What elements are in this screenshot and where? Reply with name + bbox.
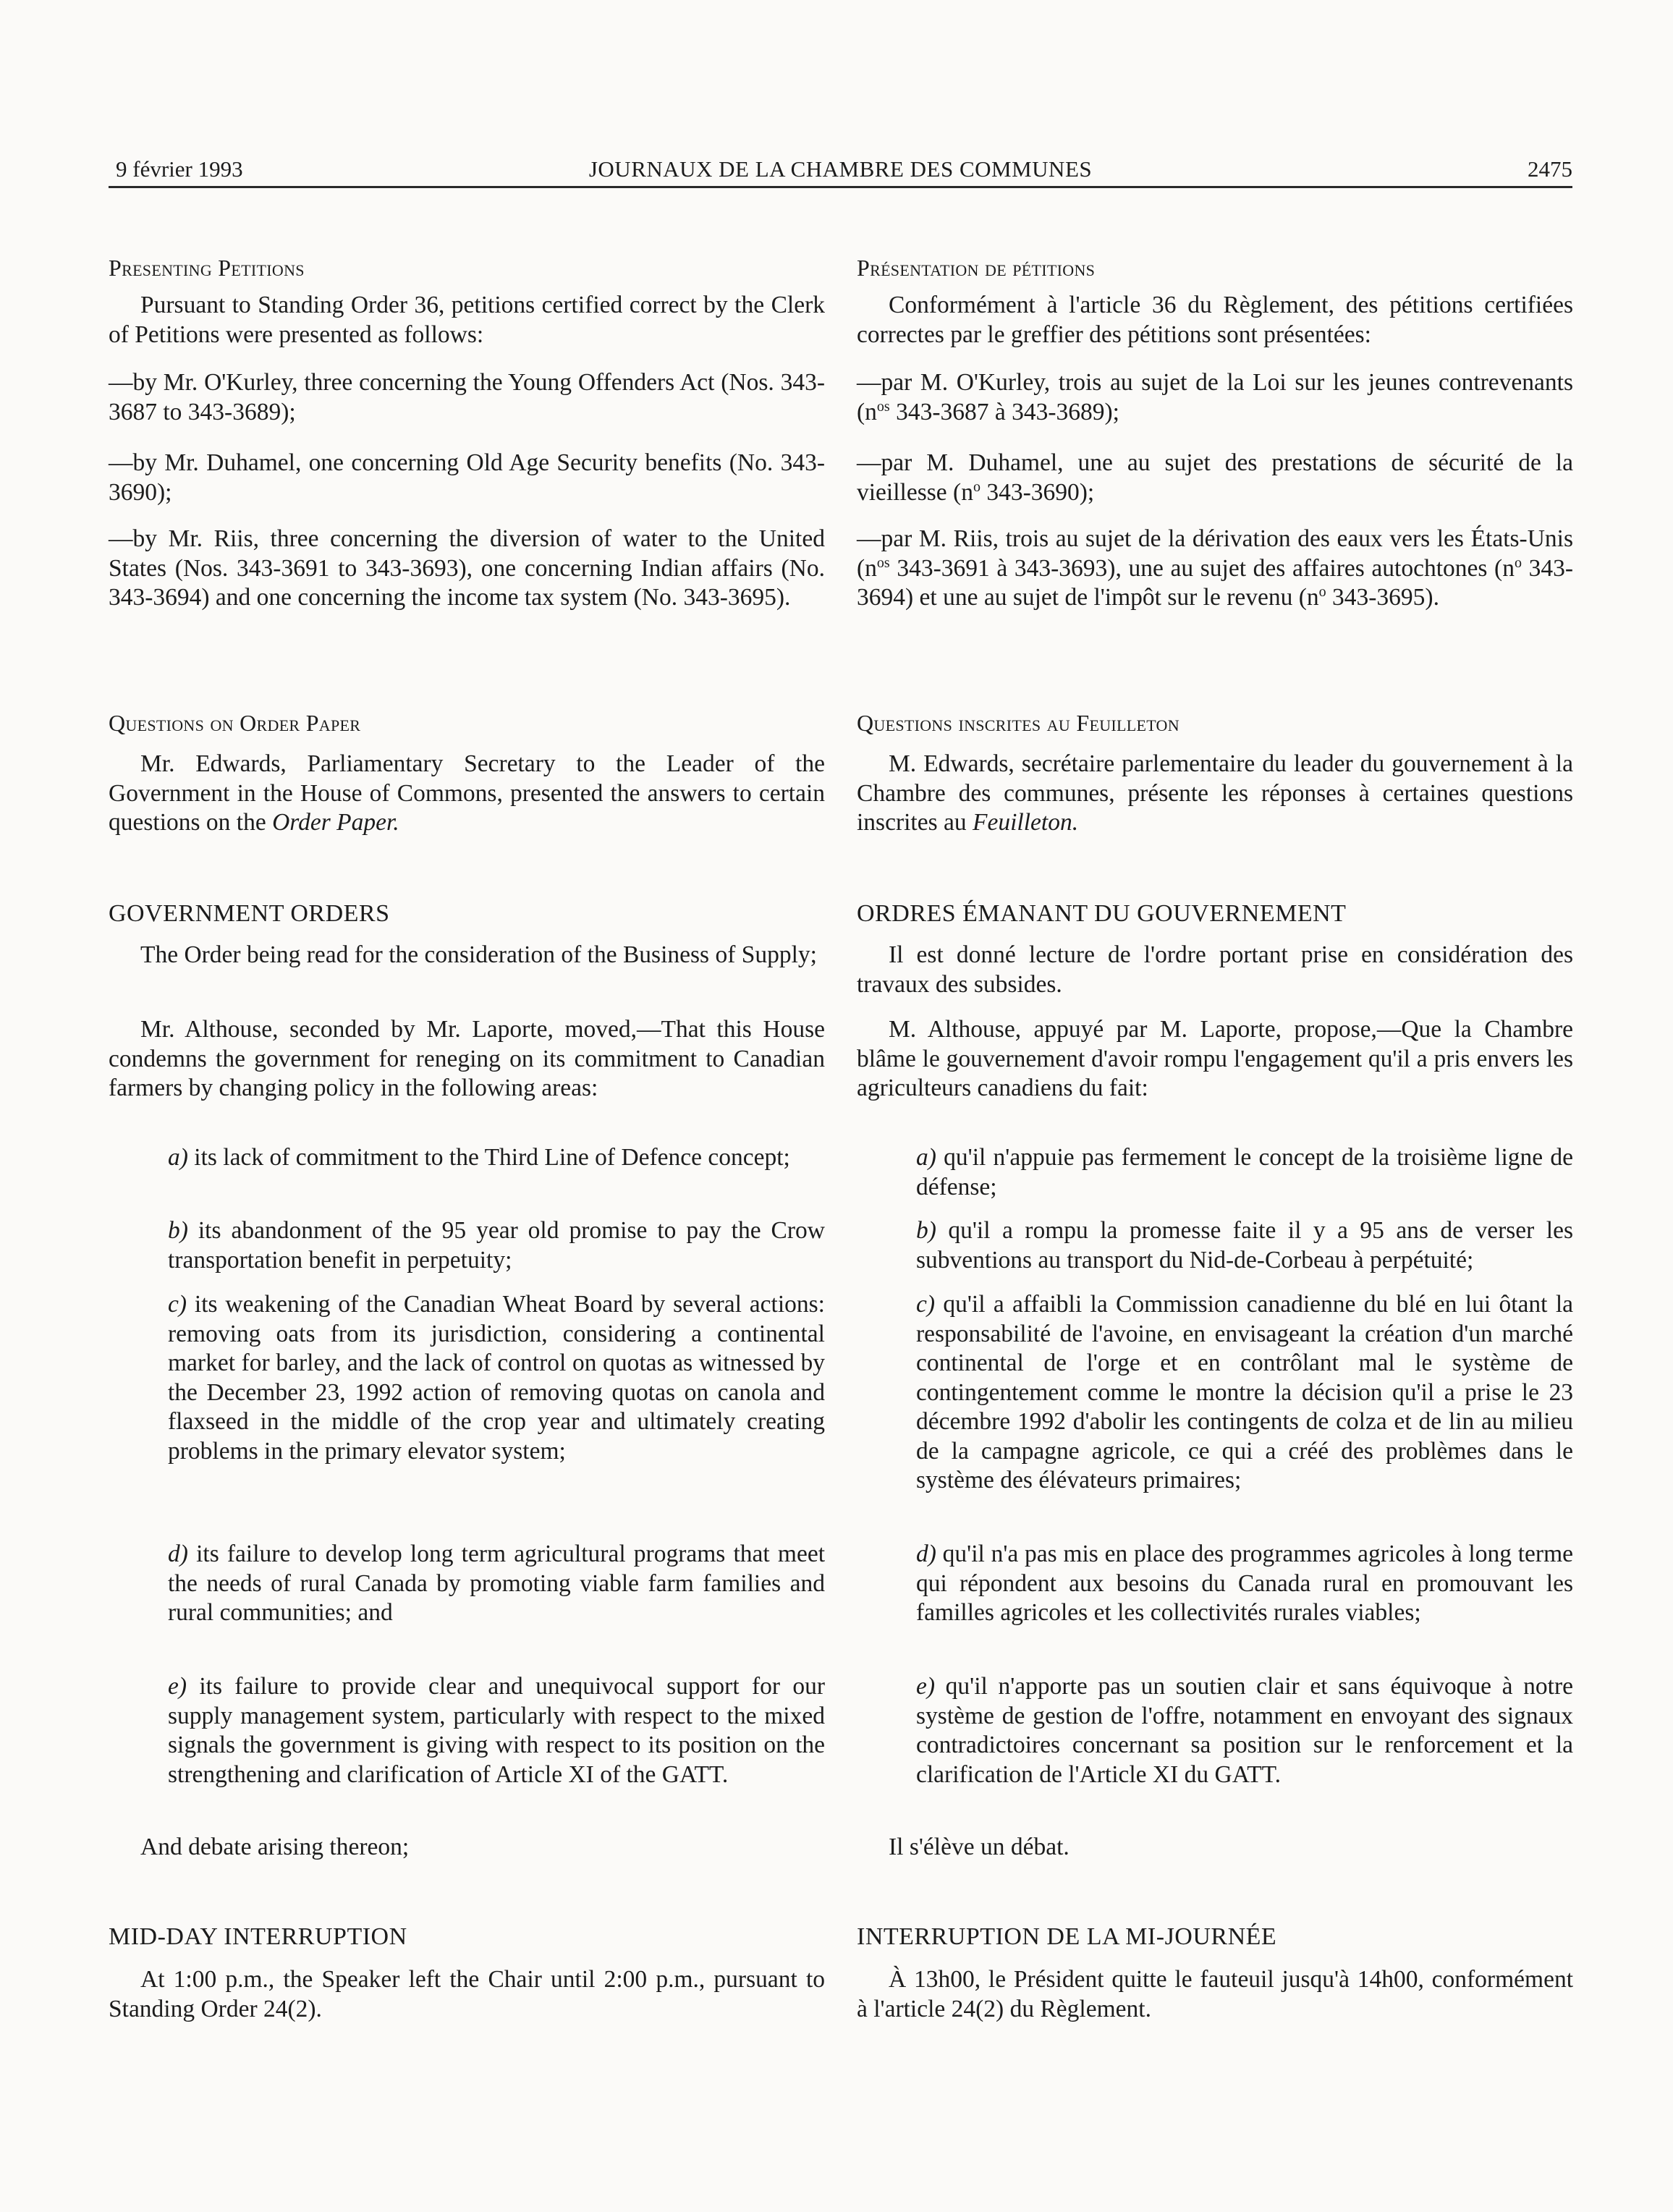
item-letter: e) [916, 1673, 936, 1700]
questions-heading-block [109, 708, 825, 738]
petitions-section [109, 253, 825, 283]
page-number: 2475 [1528, 156, 1572, 182]
fr-motion-item-b [857, 1216, 1573, 1275]
questions-text-block [109, 750, 825, 838]
motion-item-e [109, 1672, 825, 1789]
midday-text-block [109, 1965, 825, 2024]
motion-item [109, 1540, 825, 1628]
fr-petition-block-3 [857, 525, 1573, 613]
motion-item [857, 1216, 1573, 1275]
orders-p2-block [109, 1015, 825, 1103]
fr-orders-heading-block [857, 899, 1573, 929]
section-heading: Présentation de pétitions [857, 255, 1096, 281]
petition-text: 343-3691 à 343-3693), une au sujet des affaires autochtones (n [889, 554, 1515, 582]
questions-text-main: M. Edwards, secrétaire parlementaire du leader du gouvernement à la Chambre des communes, présente les réponses à certaines questions inscrites au [857, 750, 1573, 836]
fr-petition-block-1 [857, 368, 1573, 427]
item-letter: a) [916, 1144, 936, 1171]
petitions-intro: Pursuant to Standing Order 36, petitions certified correct by the Clerk of Petitions were presented as follows: [109, 292, 825, 348]
fr-questions-heading-block [857, 708, 1573, 738]
fr-petitions-intro-block [857, 291, 1573, 349]
petition-text: 343-3694) et une au sujet de l'impôt sur le revenu (n [857, 554, 1573, 611]
item-text: its weakening of the Canadian Wheat Board by several actions: removing oats from its jurisdiction, considering a continental market for barley, and the lack of control on quotas as witnessed by the December 23, 1992 action of removing quotas on canola and flaxseed in the middle of the crop year and ultimately creating problems in the primary elevator system; [168, 1291, 825, 1465]
questions-text-italic: Order Paper. [272, 809, 399, 836]
item-letter: a) [168, 1144, 188, 1171]
orders-paragraph: Il est donné lecture de l'ordre portant prise en considération des travaux des subsides. [857, 941, 1573, 998]
orders-p1-block [109, 941, 825, 970]
motion-item [109, 1290, 825, 1466]
motion-item-d [109, 1540, 825, 1628]
midday-text: À 13h00, le Président quitte le fauteuil jusqu'à 14h00, conformément à l'article 24(2) du Règlement. [857, 1966, 1573, 2022]
petition-item [857, 449, 1573, 507]
fr-motion-item-c [857, 1290, 1573, 1496]
item-letter: d) [168, 1541, 188, 1567]
superscript: os [876, 554, 890, 571]
header-title: JOURNAUX DE LA CHAMBRE DES COMMUNES [588, 156, 1093, 182]
petition-text: —par M. Riis, trois au sujet de la dérivation des eaux vers les États-Unis (n [857, 525, 1573, 582]
item-text: qu'il a rompu la promesse faite il y a 95 ans de verser les subventions au transport du Nid-de-Corbeau à perpétuité; [916, 1217, 1573, 1274]
fr-motion-item-d [857, 1540, 1573, 1628]
questions-text-italic: Feuilleton. [973, 809, 1079, 836]
fr-midday-heading-block [857, 1923, 1573, 1952]
midday-heading-block [109, 1923, 825, 1952]
fr-petitions-heading-block [857, 253, 1573, 283]
fr-motion-item-a [857, 1143, 1573, 1202]
item-letter: b) [916, 1217, 936, 1244]
superscript: os [876, 398, 890, 415]
petitions-intro-block [109, 291, 825, 349]
fr-orders-p2-block [857, 1015, 1573, 1103]
section-heading: Questions on Order Paper [109, 710, 361, 736]
petition-block-3 [109, 525, 825, 613]
questions-text [109, 750, 825, 838]
motion-item-c [109, 1290, 825, 1466]
motion-item [109, 1672, 825, 1789]
item-text: its abandonment of the 95 year old promise to pay the Crow transportation benefit in perpetuity; [168, 1217, 825, 1274]
section-heading: MID-DAY INTERRUPTION [109, 1923, 407, 1950]
section-heading: Presenting Petitions [109, 255, 305, 281]
petition-item [857, 368, 1573, 427]
item-text: its failure to provide clear and unequivocal support for our supply management system, particularly with respect to the mixed signals the government is giving with respect to its position on the strengthening and clarification of Article XI of the GATT. [168, 1673, 825, 1788]
debate-text: And debate arising thereon; [140, 1834, 410, 1860]
orders-paragraph: Mr. Althouse, seconded by Mr. Laporte, moved,—That this House condemns the government for reneging on its commitment to Canadian farmers by changing policy in the following areas: [109, 1016, 825, 1101]
motion-item [109, 1216, 825, 1275]
fr-questions-text-block [857, 750, 1573, 838]
item-text: qu'il a affaibli la Commission canadienne du blé en lui ôtant la responsabilité de l'avoine, en envisageant la création d'un marché continental de l'orge et en contrôlant mal le système de contingentement comme le montre la décision qu'il a prise le 23 décembre 1992 d'abolir les contingents de colza et de lin au milieu de la campagne agricole, ce qui a créé des problèmes dans le système des élévateurs primaires; [916, 1291, 1573, 1493]
petition-text: —par M. O'Kurley, trois au sujet de la Loi sur les jeunes contrevenants (n [857, 369, 1573, 425]
petitions-intro: Conformément à l'article 36 du Règlement, des pétitions certifiées correctes par le greffier des pétitions sont présentées: [857, 292, 1573, 348]
motion-item [857, 1540, 1573, 1628]
petition-block-2 [109, 449, 825, 507]
item-text: qu'il n'apporte pas un soutien clair et sans équivoque à notre système de gestion de l'offre, notamment en envoyant des signaux contradictoires concernant sa position sur le renforcement et la clarification de l'Article XI du GATT. [916, 1673, 1573, 1788]
item-text: qu'il n'appuie pas fermement le concept de la troisième ligne de défense; [916, 1144, 1573, 1200]
midday-text: At 1:00 p.m., the Speaker left the Chair until 2:00 p.m., pursuant to Standing Order 24(2). [109, 1966, 825, 2022]
questions-text-main: Mr. Edwards, Parliamentary Secretary to the Leader of the Government in the House of Commons, presented the answers to certain questions on the [109, 750, 825, 836]
petition-item [857, 525, 1573, 613]
motion-item [109, 1143, 825, 1173]
fr-petition-block-2 [857, 449, 1573, 507]
motion-item [857, 1143, 1573, 1202]
petition-text: 343-3690); [980, 478, 1095, 506]
superscript: o [1318, 583, 1326, 600]
debate-block [109, 1833, 825, 1863]
item-letter: d) [916, 1541, 936, 1567]
questions-text [857, 750, 1573, 838]
item-letter: e) [168, 1673, 187, 1700]
item-text: its failure to develop long term agricultural programs that meet the needs of rural Canada by promoting viable farm families and rural communities; and [168, 1541, 825, 1626]
motion-item [857, 1290, 1573, 1496]
petition-text: —par M. Duhamel, une au sujet des prestations de sécurité de la vieillesse (n [857, 449, 1573, 506]
superscript: o [973, 478, 980, 495]
header-date: 9 février 1993 [116, 156, 243, 182]
petition-block-1 [109, 368, 825, 427]
debate-text: Il s'élève un débat. [889, 1834, 1070, 1860]
petition-text: 343-3695). [1326, 584, 1439, 611]
motion-item [857, 1672, 1573, 1789]
fr-debate-block [857, 1833, 1573, 1863]
fr-midday-text-block [857, 1965, 1573, 2024]
section-heading: INTERRUPTION DE LA MI-JOURNÉE [857, 1923, 1277, 1950]
item-text: qu'il n'a pas mis en place des programmes agricoles à long terme qui répondent aux besoins du Canada rural en promouvant les familles agricoles et les collectivités rurales viables; [916, 1541, 1573, 1626]
petition-item: —by Mr. Riis, three concerning the diversion of water to the United States (Nos. 343-3691 to 343-3693), one concerning Indian affairs (No. 343-3694) and one concerning the income tax system (No. 343-3695). [109, 525, 825, 611]
orders-paragraph: M. Althouse, appuyé par M. Laporte, propose,—Que la Chambre blâme le gouvernement d'avoir rompu l'engagement qu'il a pris envers les agriculteurs canadiens du fait: [857, 1016, 1573, 1101]
item-letter: c) [916, 1291, 936, 1318]
fr-orders-p1-block [857, 941, 1573, 999]
item-text: its lack of commitment to the Third Line of Defence concept; [187, 1144, 790, 1171]
petition-item: —by Mr. Duhamel, one concerning Old Age Security benefits (No. 343-3690); [109, 449, 825, 506]
motion-item-a [109, 1143, 825, 1173]
page-header [109, 148, 1572, 188]
motion-item-b [109, 1216, 825, 1275]
section-heading: Questions inscrites au Feuilleton [857, 710, 1179, 736]
superscript: o [1514, 554, 1522, 571]
orders-paragraph: The Order being read for the consideration of the Business of Supply; [140, 941, 817, 968]
orders-heading-block [109, 899, 825, 929]
section-heading: ORDRES ÉMANANT DU GOUVERNEMENT [857, 900, 1347, 927]
item-letter: c) [168, 1291, 187, 1318]
item-letter: b) [168, 1217, 188, 1244]
fr-motion-item-e [857, 1672, 1573, 1789]
petition-text: 343-3687 à 343-3689); [889, 398, 1119, 425]
section-heading: GOVERNMENT ORDERS [109, 900, 390, 927]
header-rule [109, 186, 1572, 188]
petition-item: —by Mr. O'Kurley, three concerning the Young Offenders Act (Nos. 343-3687 to 343-3689); [109, 369, 825, 425]
